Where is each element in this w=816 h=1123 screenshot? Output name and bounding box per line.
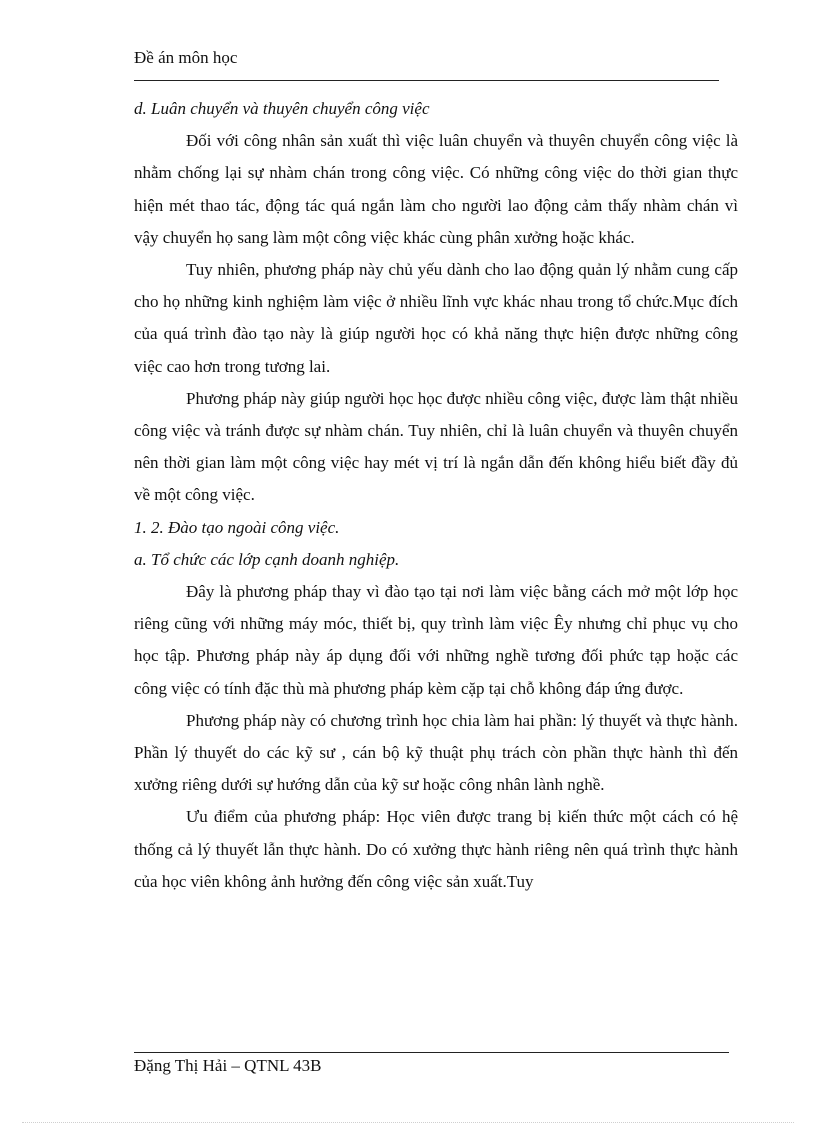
section-heading-a: a. Tổ chức các lớp cạnh doanh nghiệp. <box>134 549 400 569</box>
paragraph-6: Ưu điểm của phương pháp: Học viên được trang bị kiến thức một cách có hệ thống cả lý thuyết lẫn thực hành. Do có xưởng thực hành riêng nên quá trình thực hành của học viên không ảnh hưởng đến công việc sản xuất.Tuy <box>134 807 738 891</box>
footer-author: Đặng Thị Hải – QTNL 43B <box>134 1056 322 1075</box>
page-header-title: Đề án môn học <box>134 48 238 67</box>
paragraph-2: Tuy nhiên, phương pháp này chủ yếu dành cho lao động quản lý nhằm cung cấp cho họ những kinh nghiệm làm việc ở nhiều lĩnh vực khác nhau trong tổ chức.Mục đích của quá trình đào tạo này là giúp người học có khả năng thực hiện được những công việc cao hơn trong tương lai. <box>134 260 738 376</box>
header-divider <box>134 80 719 81</box>
section-heading-d: d. Luân chuyển và thuyên chuyển công việc <box>134 99 430 118</box>
document-body <box>134 93 738 898</box>
section-heading-1-2: 1. 2. Đào tạo ngoài công việc. <box>134 517 340 537</box>
footer-divider <box>134 1052 729 1053</box>
paragraph-5: Phương pháp này có chương trình học chia làm hai phần: lý thuyết và thực hành. Phần lý thuyết do các kỹ sư , cán bộ kỹ thuật phụ trách còn phần thực hành thì đến xưởng riêng dưới sự hướng dẫn của kỹ sư hoặc công nhân lành nghề. <box>134 710 738 795</box>
paragraph-1: Đối với công nhân sản xuất thì việc luân chuyển và thuyên chuyển công việc là nhằm chống lại sự nhàm chán trong công việc. Có những công việc do thời gian thực hiện mét thao tác, động tác quá ngắn làm cho người lao động cảm thấy nhàm chán vì vậy chuyển họ sang làm một công việc khác cùng phân xưởng hoặc khác. <box>134 131 738 247</box>
paragraph-3: Phương pháp này giúp người học học được nhiều công việc, được làm thật nhiều công việc và tránh được sự nhàm chán. Tuy nhiên, chỉ là luân chuyển và thuyên chuyển nên thời gian làm một công việc hay mét vị trí là ngắn dẫn đến không hiểu biết đầy đủ về một công việc. <box>134 388 738 505</box>
paragraph-4: Đây là phương pháp thay vì đào tạo tại nơi làm việc bằng cách mở một lớp học riêng cũng với những máy móc, thiết bị, quy trình làm việc Êy nhưng chỉ phục vụ cho học tập. Phương pháp này áp dụng đối với những nghề tương đối phức tạp hoặc các công việc có tính đặc thù mà phương pháp kèm cặp tại chỗ không đáp ứng được. <box>134 582 738 698</box>
